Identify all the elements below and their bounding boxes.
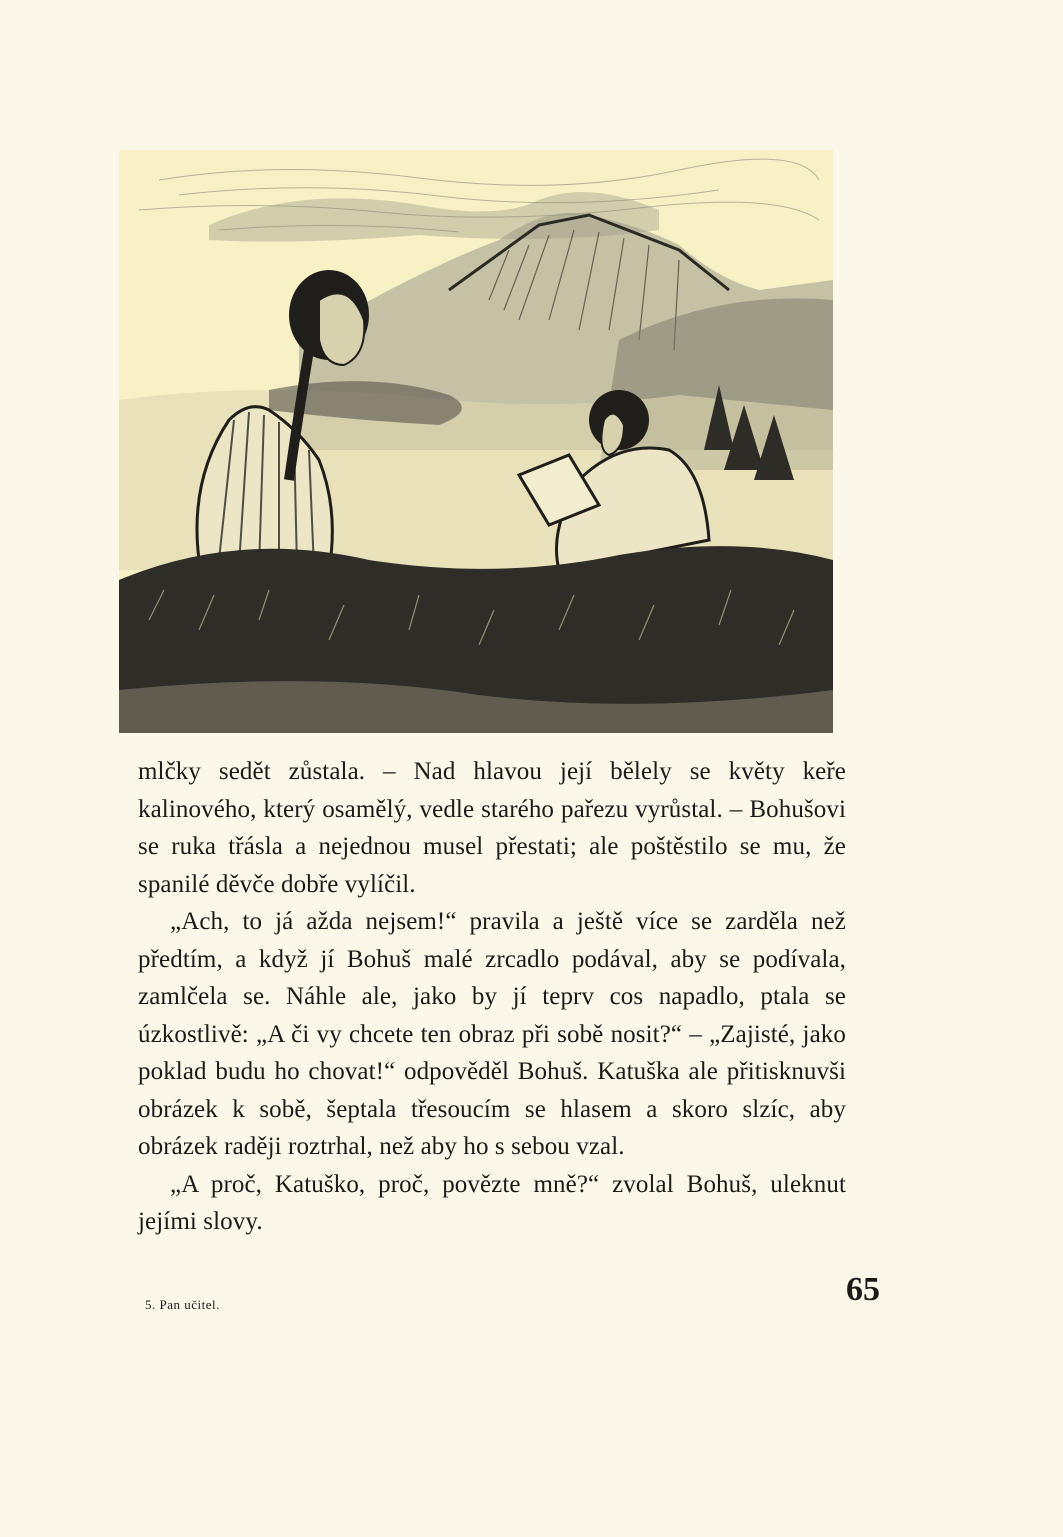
page-number: 65 (846, 1271, 880, 1308)
paragraph-1: mlčky sedět zůstala. – Nad hlavou její bělely se květy keře kalinového, který osamělý, vedle starého pařezu vyrůstal. – Bohušovi se ruka třásla a nejednou musel přestati; ale poštěstilo se mu, že spanilé děvče dobře vylíčil. (138, 758, 846, 898)
paragraph-2: „Ach, to já ažda nejsem!“ pravila a ještě více se zarděla než předtím, a když jí Bohuš malé zrcadlo podával, aby se podívala, zamlčela se. Náhle ale, jako by jí teprv cos napadlo, ptala se úzkostlivě: „A či vy chcete ten obraz při sobě nosit?“ – „Zajisté, jako poklad budu ho chovat!“ odpověděl Bohuš. Katuška ale přitisknuvši obrázek k sobě, šeptala třesoucím se hlasem a skoro slzíc, aby obrázek raději roztrhal, než aby ho s sebou vzal. (138, 908, 846, 1160)
signature-mark: 5. Pan učitel. (145, 1297, 220, 1312)
paragraph-3: „A proč, Katuško, proč, povězte mně?“ zvolal Bohuš, uleknut jejími slovy. (138, 1170, 846, 1235)
illustration (119, 150, 833, 733)
body-text (138, 753, 846, 1241)
mountain-sketch-icon (119, 150, 833, 733)
